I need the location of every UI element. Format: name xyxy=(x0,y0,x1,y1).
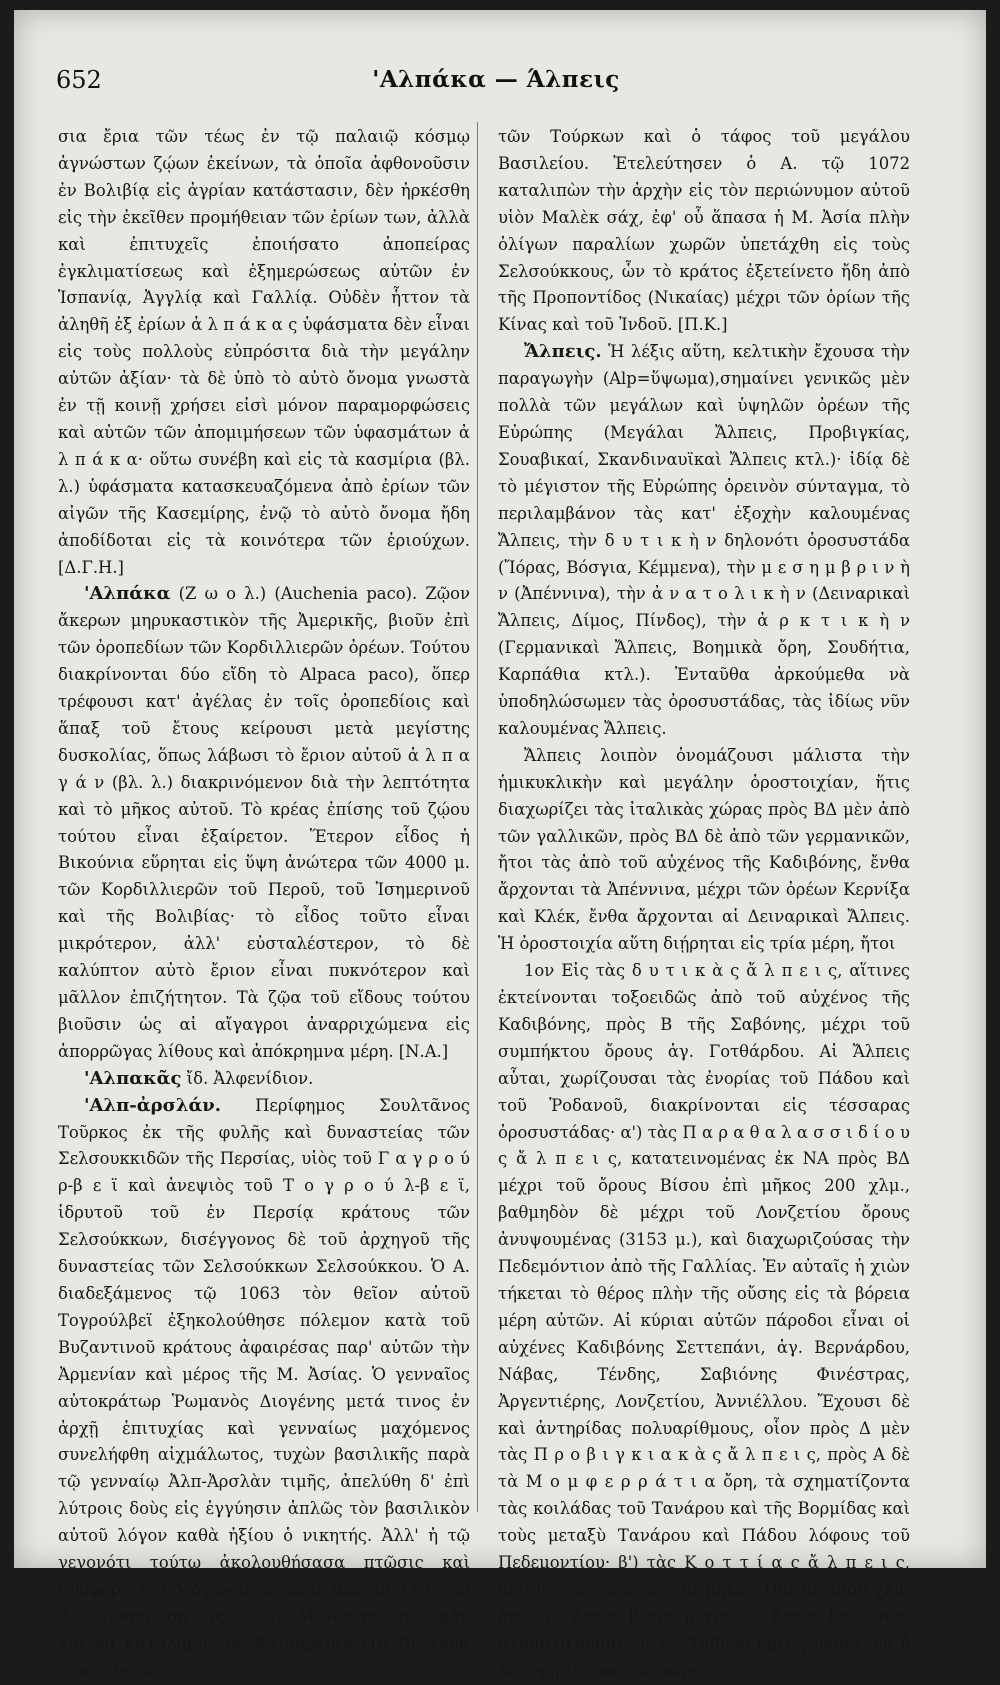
entry-headword: Ἄλπεις. xyxy=(524,341,602,363)
page-number: 652 xyxy=(56,66,102,94)
left-column xyxy=(58,124,470,1685)
book-page xyxy=(14,10,986,1680)
entry-continuation: τῶν Τούρκων καὶ ὁ τάφος τοῦ μεγάλου Βασιλείου. Ἐτελεύτησεν ὁ Α. τῷ 1072 καταλιπὼν τὴν ἀρχὴν εἰς τὸν περιώνυμον αὐτοῦ υἱὸν Μαλὲκ σάχ, ἐφ' οὗ ἅπασα ἡ Μ. Ἀσία πλὴν ὀλίγων παραλίων χωρῶν ὑπετάχθη εἰς τοὺς Σελσούκκους, ὧν τὸ κράτος ἐξετείνετο ἤδη ἀπὸ τῆς Προποντίδος (Νικαίας) μέχρι τῶν ὁρίων τῆς Κίνας καὶ τοῦ Ἰνδοῦ. [Π.Κ.] xyxy=(498,127,910,335)
entry-text: Ἡ λέξις αὕτη, κελτικὴν ἔχουσα τὴν παραγωγὴν (Alp=ὕψωμα),σημαίνει γενικῶς μὲν πολλὰ τῶν μεγάλων καὶ ὑψηλῶν ὀρέων τῆς Εὐρώπης (Μεγάλαι Ἄλπεις, Προβιγκίας, Σουαβικαί, Σκανδιναυϊκαὶ Ἄλπεις κτλ.)· ἰδίᾳ δὲ τὸ μέγιστον τῆς Εὐρώπης ὀρεινὸν σύνταγμα, τὸ περιλαμβάνον τὰς κατ' ἐξοχὴν καλουμένας Ἄλπεις, τὴν δ υ τ ι κ ὴ ν δηλονότι ὀροσυστάδα (Ἴόρας, Βόσγια, Κέμμενα), τὴν μ ε σ η μ β ρ ι ν ὴ ν (Ἀπέννινα), τὴν ἀ ν α τ ο λ ι κ ὴ ν (Δειναρικαὶ Ἄλπεις, Δίμος, Πίνδος), τὴν ἀ ρ κ τ ι κ ὴ ν (Γερμανικαὶ Ἄλπεις, Βοημικὰ ὄρη, Σουδήτια, Καρπάθια κτλ.). Ἐνταῦθα ἀρκούμεθα νὰ ὑποδηλώσωμεν τὰς ὀροσυστάδας, τὰς ἰδίως νῦν καλουμένας Ἄλπεις. xyxy=(498,342,910,738)
entry-alpakas xyxy=(58,1066,470,1093)
entry-alpaka-zool xyxy=(58,581,470,1065)
entry-headword: 'Αλπάκα xyxy=(84,583,171,605)
entry-alpeis xyxy=(498,339,910,743)
entry-headword: 'Αλπακᾶς xyxy=(84,1067,182,1089)
entry-alp-arslan xyxy=(58,1093,470,1685)
entry-continuation: σια ἔρια τῶν τέως ἐν τῷ παλαιῷ κόσμῳ ἀγνώστων ζῴων ἐκείνων, τὰ ὁποῖα ἀφθονοῦσιν ἐν Βολιβίᾳ εἰς ἀγρίαν κατάστασιν, δὲν ἠρκέσθη εἰς τὴν ἐκεῖθεν προμήθειαν τῶν ἐρίων των, ἀλλὰ καὶ ἐπιτυχεῖς ἐποιήσατο ἀποπείρας ἐγκλιματίσεως καὶ ἐξημερώσεως αὐτῶν ἐν Ἱσπανίᾳ, Ἀγγλίᾳ καὶ Γαλλίᾳ. Οὐδὲν ἧττον τὰ ἀληθῆ ἐξ ἐρίων ἀ λ π ά κ α ς ὑφάσματα δὲν εἶναι εἰς τοὺς πολλοὺς εὐπρόσιτα διὰ τὴν μεγάλην αὐτῶν ἀξίαν· τὰ δὲ ὑπὸ τὸ αὐτὸ ὄνομα γνωστὰ ἐν τῇ κοινῇ χρήσει εἰσὶ μόνον παραμορφώσεις καὶ αὐτῶν τῶν ἀπομιμήσεων τῶν ὑφασμάτων ἀ λ π ά κ α· οὕτω συνέβη καὶ εἰς τὰ κασμίρια (βλ. λ.) ὑφάσματα κατασκευαζόμενα ἀπὸ ἐρίων τῶν αἰγῶν τῆς Κασεμίρης, ἐνῷ τὸ αὐτὸ ὄνομα ἤδη ἀποδίδοται εἰς τὰ κοινότερα τῶν ἐριούχων. [Δ.Γ.Η.] xyxy=(58,127,470,577)
paragraph: 1ον Εἰς τὰς δ υ τ ι κ ὰ ς ἄ λ π ε ι ς, αἵτινες ἐκτείνονται τοξοειδῶς ἀπὸ τοῦ αὐχένος τῆς Καδιβόνης, πρὸς Β τῆς Σαβόνης, μέχρι τοῦ συμπήκτου ὄρους ἁγ. Γοτθάρδου. Αἱ Ἄλπεις αὗται, χωρίζουσαι τὰς ἐνορίας τοῦ Πάδου καὶ τοῦ Ῥοδανοῦ, διακρίνονται εἰς τέσσαρας ὀροσυστάδας· α') τὰς Π α ρ α θ α λ α σ σ ι δ ί ο υ ς ἄ λ π ε ι ς, κατατεινομένας ἐκ ΝΑ πρὸς ΒΔ μέχρι τοῦ ὄρους Βίσου ἐπὶ μῆκος 200 χλμ., βαθμηδὸν δὲ μέχρι τοῦ Λονζετίου ὄρους ἀνυψουμένας (3153 μ.), καὶ διαχωριζούσας τὴν Πεδεμόντιον ἀπὸ τῆς Γαλλίας. Ἐν αὐταῖς ἡ χιὼν τήκεται τὸ θέρος πλὴν τῆς οὔσης εἰς τὰ βόρεια μέρη αὐτῶν. Αἱ κύριαι αὐτῶν πάροδοι εἶναι οἱ αὐχένες Καδιβόνης Σεττεπάνι, ἁγ. Βερνάρδου, Νάβας, Τένδης, Σαβιόνης Φινέστρας, Ἀργεντιέρης, Λονζετίου, Ἀννιέλλου. Ἔχουσι δὲ καὶ ἀντηρίδας πολυαρίθμους, οἷον πρὸς Δ μὲν τὰς Π ρ ο β ι γ κ ι α κ ὰ ς ἄ λ π ε ι ς, πρὸς Α δὲ τὰ Μ ο μ φ ε ρ ρ ά τ ι α ὄρη, τὰ σχηματίζοντα τὰς κοιλάδας τοῦ Τανάρου καὶ τῆς Βορμίδας καὶ τοὺς μεταξὺ Τανάρου καὶ Πάδου λόφους τοῦ Πεδεμοντίου· β') τὰς Κ ο τ τ ί α ς ἄ λ π ε ι ς, αἵτινες ἐκτείνονται ἐπὶ μῆκος 100 περίπου χλμ. ἀπὸ τοῦ ὄρους Βίσου μέχρι τοῦ ὄρους Καινίσου, σχηματίζουσαι ἐν τῷ Ταβούρ ὄρει γωνίαν, ἐν ᾗ κορυφῇ ἐκεῖναι ἐστραμ- xyxy=(498,961,910,1680)
column-divider xyxy=(477,122,478,1512)
page-header xyxy=(56,66,936,100)
entry-headword: 'Αλπ-ἀρσλάν. xyxy=(84,1094,222,1116)
entry-text: (Ζ ω ο λ.) (Auchenia paco). Ζῷον ἄκερων μηρυκαστικὸν τῆς Ἀμερικῆς, βιοῦν ἐπὶ τῶν ὀροπεδίων τῶν Κορδιλλιερῶν ὀρέων. Τούτου διακρίνονται δύο εἴδη τὸ Alpaca paco), ὅπερ τρέφουσι κατ' ἀγέλας ἐν τοῖς ὀροπεδίοις καὶ ἅπαξ τοῦ ἔτους κείρουσι μετὰ μεγίστης δυσκολίας, ὅπως λάβωσι τὸ ἔριον αὐτοῦ ἀ λ π α γ ά ν (βλ. λ.) διακρινόμενον διὰ τὴν λεπτότητα καὶ τὸ μῆκος αὐτοῦ. Τὸ κρέας ἐπίσης τοῦ ζῴου τούτου εἶναι ἐξαίρετον. Ἕτερον εἶδος ἡ Βικούνια εὕρηται εἰς ὕψη ἀνώτερα τῶν 4000 μ. τῶν Κορδιλλιερῶν τοῦ Περοῦ, τοῦ Ἰσημερινοῦ καὶ τῆς Βολιβίας· τὸ εἶδος τοῦτο εἶναι μικρότερον, ἀλλ' εὐσταλέστερον, τὸ δὲ καλύπτον αὐτὸ ἔριον εἶναι πυκνότερον καὶ μᾶλλον ἐπιζήτητον. Τὰ ζῷα τοῦ εἴδους τούτου βιοῦσιν ὡς αἱ αἴγαγροι ἀναρριχώμενα εἰς ἀπορρῶγας λίθους καὶ ἀπόκρημνα μέρη. [Ν.Α.] xyxy=(58,584,471,1061)
entry-text: Περίφημος Σουλτᾶνος Τοῦρκος ἐκ τῆς φυλῆς καὶ δυναστείας τῶν Σελσουκκιδῶν τῆς Περσίας, υἱὸς τοῦ Γ α γ ρ ο ύ ρ-β ε ϊ καὶ ἀνεψιὸς τοῦ Τ ο γ ρ ο ύ λ-β ε ϊ, ἱδρυτοῦ τοῦ ἐν Περσίᾳ κράτους τῶν Σελσούκκων, δισέγγονος δὲ τοῦ ἀρχηγοῦ τῆς δυναστείας τῶν Σελσούκκων Σελσούκκου. Ὁ Α. διαδεξάμενος τῷ 1063 τὸν θεῖον αὐτοῦ Τογρούλβεϊ ἐξηκολούθησε πόλεμον κατὰ τοῦ Βυζαντινοῦ κράτους ἀφαιρέσας παρ' αὐτῶν τὴν Ἀρμενίαν καὶ μέρος τῆς Μ. Ἀσίας. Ὁ γενναῖος αὐτοκράτωρ Ῥωμανὸς Διογένης μετά τινος ἐν ἀρχῇ ἐπιτυχίας καὶ γενναίως μαχόμενος συνελήφθη αἰχμάλωτος, τυχὼν βασιλικῆς παρὰ τῷ γενναίῳ Ἀλπ-Ἀρσλὰν τιμῆς, ἀπελύθη δ' ἐπὶ λύτροις δοὺς εἰς ἐγγύησιν ἁπλῶς τὸν βασιλικὸν αὐτοῦ λόγον καθὰ ἠξίου ὁ νικητής. Ἀλλ' ἡ τῷ γεγονότι τούτῳ ἀκολουθήσασα πτῶσις καὶ συμφορὰ τοῦ Διογένους ἔδωκαν ἀφορμὴν εἰς τὸν Α. ν' ἀνανεώσῃ τὰς εἰς τὴν Μ. Ἀσίαν ἐπιδρομὰς καὶ να καταλάβῃ τὴν Καισάρειαν (1070), ἔνθα ἐσυλήθη ὑπὸ xyxy=(58,1095,470,1680)
entry-text: ἴδ. Ἀλφενίδιον. xyxy=(181,1068,314,1088)
paragraph: Ἄλπεις λοιπὸν ὀνομάζουσι μάλιστα τὴν ἡμικυκλικὴν καὶ μεγάλην ὀροστοιχίαν, ἥτις διαχωρίζει τὰς ἰταλικὰς χώρας πρὸς ΒΔ μὲν ἀπὸ τῶν γαλλικῶν, πρὸς ΒΔ δὲ ἀπὸ τῶν γερμανικῶν, ἤτοι τὰς ἀπὸ τοῦ αὐχένος τῆς Καδιβόνης, ἔνθα ἄρχονται τὰ Ἀπέννινα, μέχρι τῶν ὀρέων Κερνίξα καὶ Κλέκ, ἔνθα ἄρχονται αἱ Δειναρικαὶ Ἄλπεις. Ἡ ὀροστοιχία αὕτη διῄρηται εἰς τρία μέρη, ἤτοι xyxy=(498,745,910,954)
right-column xyxy=(498,124,910,1685)
running-title: 'Αλπάκα — Άλπεις xyxy=(372,66,620,93)
